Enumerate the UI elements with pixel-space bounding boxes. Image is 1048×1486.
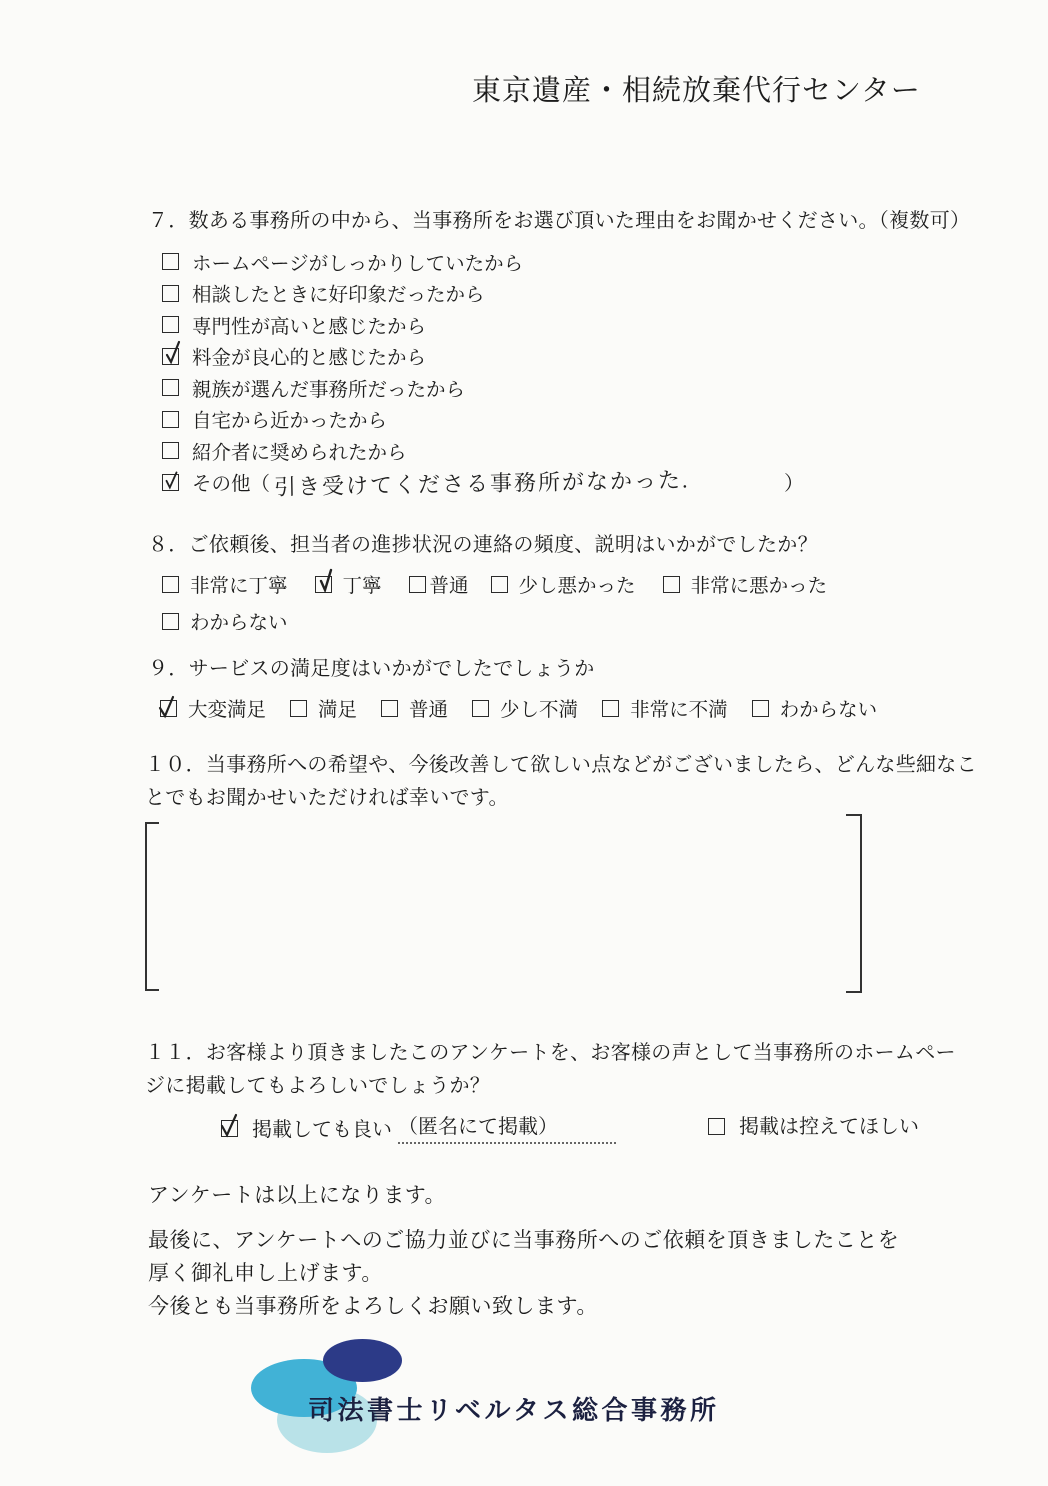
option-label: わからない xyxy=(190,611,288,634)
question-9 xyxy=(148,652,948,722)
q8-option-very-polite xyxy=(162,570,288,598)
q8-option-average xyxy=(409,570,469,598)
checkbox[interactable] xyxy=(162,411,179,428)
option-label: 少し悪かった xyxy=(518,574,636,597)
option-label: 料金が良心的と感じたから xyxy=(192,346,427,370)
question-11-heading-line2: ジに掲載してもよろしいでしょうか？ xyxy=(145,1073,491,1097)
q7-option-referral xyxy=(162,435,948,467)
checkbox[interactable] xyxy=(162,442,179,459)
question-9-options xyxy=(160,694,948,722)
question-11-heading xyxy=(145,1036,956,1102)
question-11-heading-line1: １１．お客様より頂きましたこのアンケートを、お客様の声として当事務所のホームペー xyxy=(145,1040,956,1064)
q9-option-dont-know xyxy=(752,694,878,722)
option-label: 親族が選んだ事務所だったから xyxy=(192,377,466,401)
checkbox[interactable] xyxy=(752,700,769,717)
closing-thanks xyxy=(148,1224,899,1323)
question-11 xyxy=(145,1036,956,1144)
option-label: 非常に丁寧 xyxy=(190,574,288,597)
option-label: 掲載しても良い xyxy=(252,1116,392,1141)
question-10 xyxy=(145,748,977,814)
q7-option-other xyxy=(162,467,948,499)
left-bracket xyxy=(145,822,161,991)
checkbox[interactable] xyxy=(162,576,179,593)
q11-option-publish-no xyxy=(708,1110,919,1139)
option-label: 丁寧 xyxy=(342,574,382,597)
q9-option-very-dissatisfied xyxy=(602,694,728,722)
checkmark-icon xyxy=(158,693,176,719)
checkbox[interactable] xyxy=(162,316,179,333)
option-label: 非常に不満 xyxy=(630,698,728,721)
q8-option-dont-know xyxy=(162,607,288,635)
q9-option-very-satisfied xyxy=(160,694,266,722)
checkbox[interactable] xyxy=(221,1120,238,1137)
question-9-heading: ９．サービスの満足度はいかがでしたでしょうか xyxy=(148,656,595,680)
checkbox[interactable] xyxy=(381,700,398,717)
q9-option-satisfied xyxy=(290,694,357,722)
q7-option-expertise xyxy=(162,309,948,341)
checkbox[interactable] xyxy=(162,285,179,302)
right-bracket xyxy=(844,814,862,993)
checkmark-icon xyxy=(164,469,179,491)
checkbox[interactable] xyxy=(290,700,307,717)
checkbox[interactable] xyxy=(409,576,426,593)
office-logo xyxy=(240,1330,760,1470)
close-paren: ） xyxy=(784,470,804,495)
question-8-heading: ８．ご依頼後、担当者の進捗状況の連絡の頻度、説明はいかがでしたか？ xyxy=(148,532,818,556)
q11-option-publish-ok xyxy=(221,1110,616,1144)
option-label: 普通 xyxy=(409,698,449,721)
option-label: 掲載は控えてほしい xyxy=(739,1114,919,1138)
checkbox[interactable] xyxy=(602,700,619,717)
option-label: わからない xyxy=(779,698,878,721)
question-7-heading: ７．数ある事務所の中から、当事務所をお選び頂いた理由をお聞かせください。（複数可） xyxy=(148,208,971,232)
q8-option-slightly-bad xyxy=(491,570,636,598)
option-label: 非常に悪かった xyxy=(690,574,828,597)
q8-option-polite xyxy=(315,570,382,598)
checkmark-icon xyxy=(317,567,335,593)
question-8 xyxy=(148,528,948,635)
option-label: 少し不満 xyxy=(500,698,579,721)
question-8-options-row1 xyxy=(162,570,948,598)
option-label: その他（ xyxy=(192,472,271,496)
option-label: 満足 xyxy=(318,698,358,721)
q7-option-fees xyxy=(162,341,948,373)
question-7 xyxy=(148,204,971,500)
checkbox[interactable] xyxy=(162,379,179,396)
checkbox[interactable] xyxy=(162,348,179,365)
question-11-options xyxy=(221,1110,945,1144)
checkbox[interactable] xyxy=(491,576,508,593)
checkbox[interactable] xyxy=(162,474,179,491)
question-10-heading xyxy=(145,748,977,814)
closing-thanks-line1: 最後に、アンケートへのご協力並びに当事務所へのご依頼を頂きましたことを xyxy=(148,1228,900,1252)
checkmark-icon xyxy=(220,1112,238,1138)
q7-option-family-choice xyxy=(162,372,948,404)
question-10-heading-line2: とでもお聞かせいただければ幸いです。 xyxy=(145,785,509,809)
question-7-options xyxy=(162,246,948,498)
page-title: 東京遺産・相続放棄代行センター xyxy=(472,73,921,107)
checkbox[interactable] xyxy=(315,576,332,593)
office-name: 司法書士リベルタス総合事務所 xyxy=(308,1396,720,1426)
anonymous-note: （匿名にて掲載） xyxy=(398,1110,616,1144)
question-10-heading-line1: １０．当事務所への希望や、今後改善して欲しい点などがございましたら、どんな些細なこ xyxy=(145,752,977,776)
q7-option-near-home xyxy=(162,404,948,436)
option-label: 紹介者に奨められたから xyxy=(192,440,407,464)
q9-option-average xyxy=(381,694,448,722)
closing-line-end-of-survey: アンケートは以上になります。 xyxy=(148,1183,447,1207)
q8-option-very-bad xyxy=(663,570,828,598)
q7-option-good-impression xyxy=(162,278,948,310)
handwritten-answer: 引き受けてくださる事務所がなかった. xyxy=(273,467,690,500)
option-label: 普通 xyxy=(429,574,469,597)
q10-answer-area[interactable] xyxy=(145,814,862,993)
checkmark-icon xyxy=(164,339,182,365)
q9-option-slightly-dissatisfied xyxy=(472,694,578,722)
option-label: 大変満足 xyxy=(188,698,267,721)
closing-thanks-line3: 今後とも当事務所をよろしくお願い致します。 xyxy=(148,1294,598,1318)
closing-thanks-line2: 厚く御礼申し上げます。 xyxy=(148,1261,383,1285)
checkbox[interactable] xyxy=(472,700,489,717)
checkbox[interactable] xyxy=(708,1118,725,1135)
option-label: 自宅から近かったから xyxy=(192,409,388,433)
option-label: ホームページがしっかりしていたから xyxy=(192,251,524,275)
logo-navy-ellipse xyxy=(323,1339,402,1382)
checkbox[interactable] xyxy=(162,253,179,270)
question-8-options-row2 xyxy=(162,607,948,635)
checkbox[interactable] xyxy=(162,613,179,630)
checkbox[interactable] xyxy=(160,700,177,717)
checkbox[interactable] xyxy=(663,576,680,593)
option-label: 相談したときに好印象だったから xyxy=(192,283,485,307)
option-label: 専門性が高いと感じたから xyxy=(192,314,427,338)
q7-option-homepage xyxy=(162,246,948,278)
